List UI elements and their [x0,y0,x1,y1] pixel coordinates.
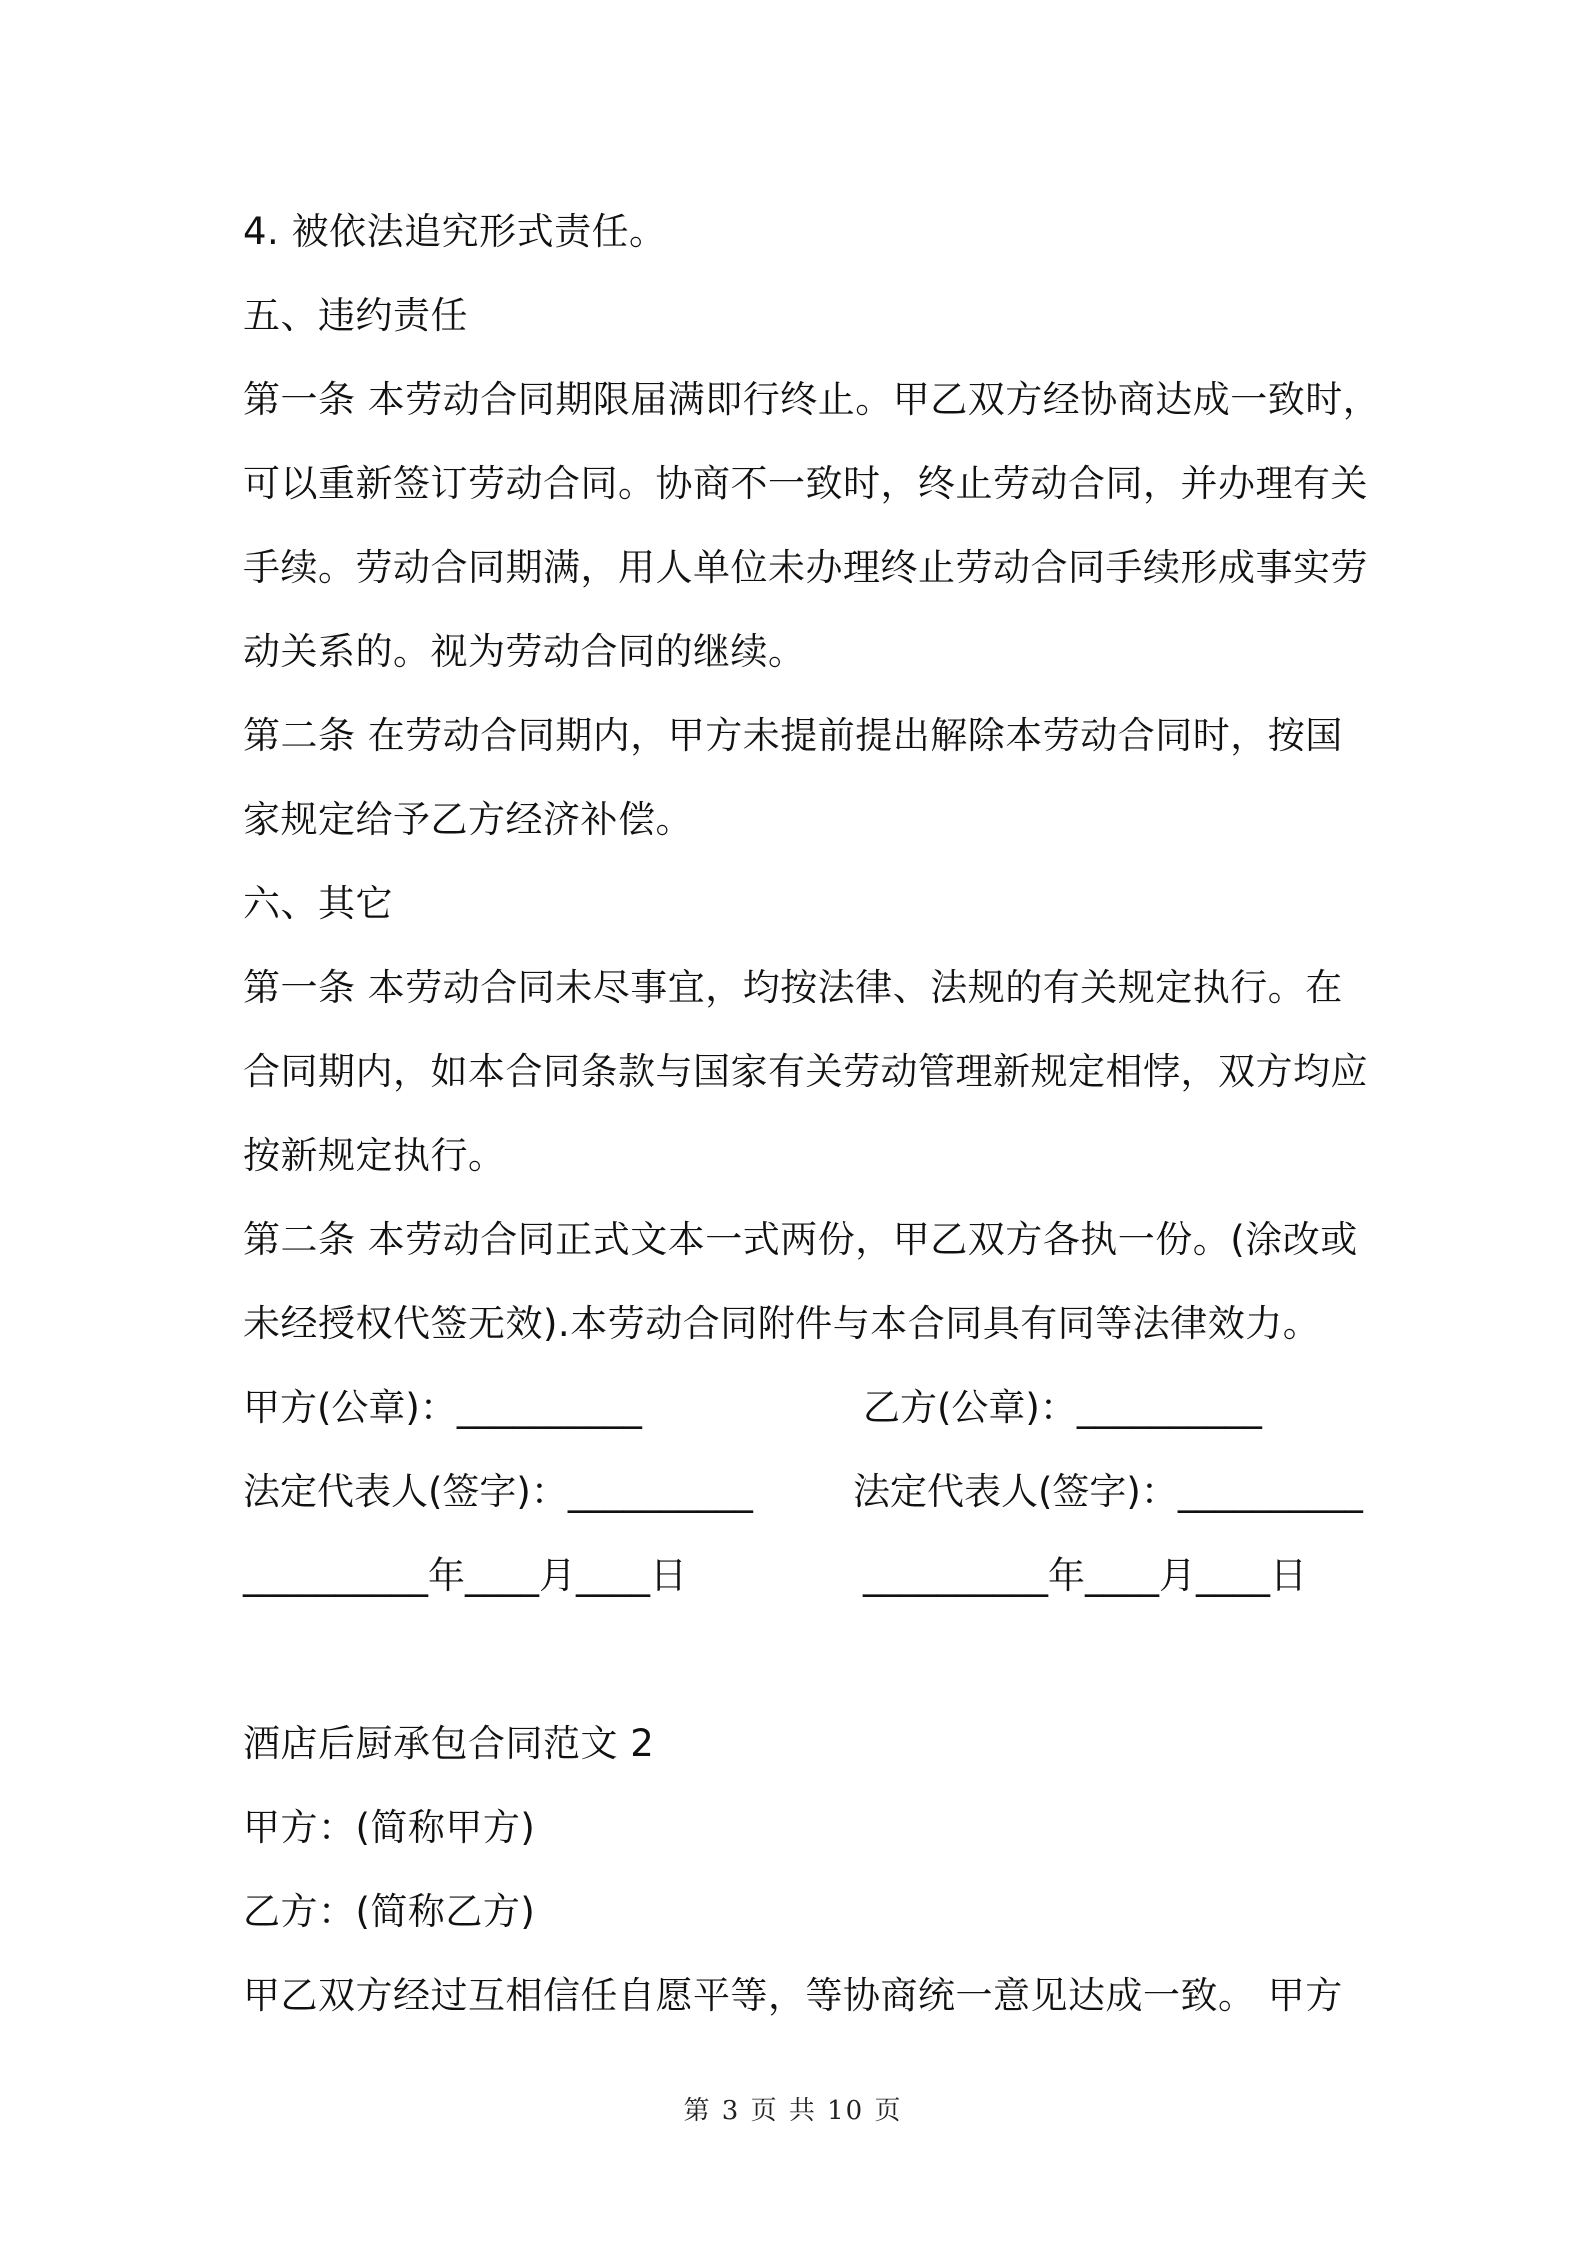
party-a-date-field: __________年____月____日 [243,1554,687,1597]
party-b-rep-field: 法定代表人(签字)：__________ [853,1470,1363,1513]
text-line: 4. 被依法追究形式责任。 [243,210,667,253]
text-line: 甲方：(简称甲方) [243,1806,536,1849]
text-line: 按新规定执行。 [243,1134,506,1177]
section-heading: 五、违约责任 [243,294,468,337]
section-heading: 六、其它 [243,882,393,925]
party-b-seal-field: 乙方(公章)：__________ [863,1386,1262,1429]
text-line: 家规定给予乙方经济补偿。 [243,798,693,841]
spacer [243,1618,1363,1702]
text-line: 甲乙双方经过互相信任自愿平等，等协商统一意见达成一致。 甲方 [243,1974,1343,2017]
text-line: 动关系的。视为劳动合同的继续。 [243,630,806,673]
text-line: 乙方：(简称乙方) [243,1890,536,1933]
text-line: 第二条 本劳动合同正式文本一式两份，甲乙双方各执一份。(涂改或 [243,1218,1358,1261]
text-line: 可以重新签订劳动合同。协商不一致时，终止劳动合同，并办理有关 [243,462,1368,505]
party-a-rep-field: 法定代表人(签字)：__________ [243,1470,753,1513]
party-a-seal-field: 甲方(公章)：__________ [243,1386,642,1429]
signature-row-representative [243,1450,1363,1534]
text-line: 未经授权代签无效).本劳动合同附件与本合同具有同等法律效力。 [243,1302,1321,1345]
page-number-footer: 第 3 页 共 10 页 [683,2096,903,2126]
text-line: 第二条 在劳动合同期内，甲方未提前提出解除本劳动合同时，按国 [243,714,1343,757]
party-b-date-field: __________年____月____日 [863,1554,1307,1597]
text-line: 第一条 本劳动合同未尽事宜，均按法律、法规的有关规定执行。在 [243,966,1343,1009]
document-body [243,190,1381,2038]
signature-row-seal [243,1366,1363,1450]
text-line: 第一条 本劳动合同期限届满即行终止。甲乙双方经协商达成一致时， [243,378,1381,421]
signature-row-date [243,1534,1363,1618]
text-line: 手续。劳动合同期满，用人单位未办理终止劳动合同手续形成事实劳 [243,546,1368,589]
text-line: 合同期内，如本合同条款与国家有关劳动管理新规定相悖，双方均应 [243,1050,1368,1093]
document-title: 酒店后厨承包合同范文 2 [243,1722,655,1765]
